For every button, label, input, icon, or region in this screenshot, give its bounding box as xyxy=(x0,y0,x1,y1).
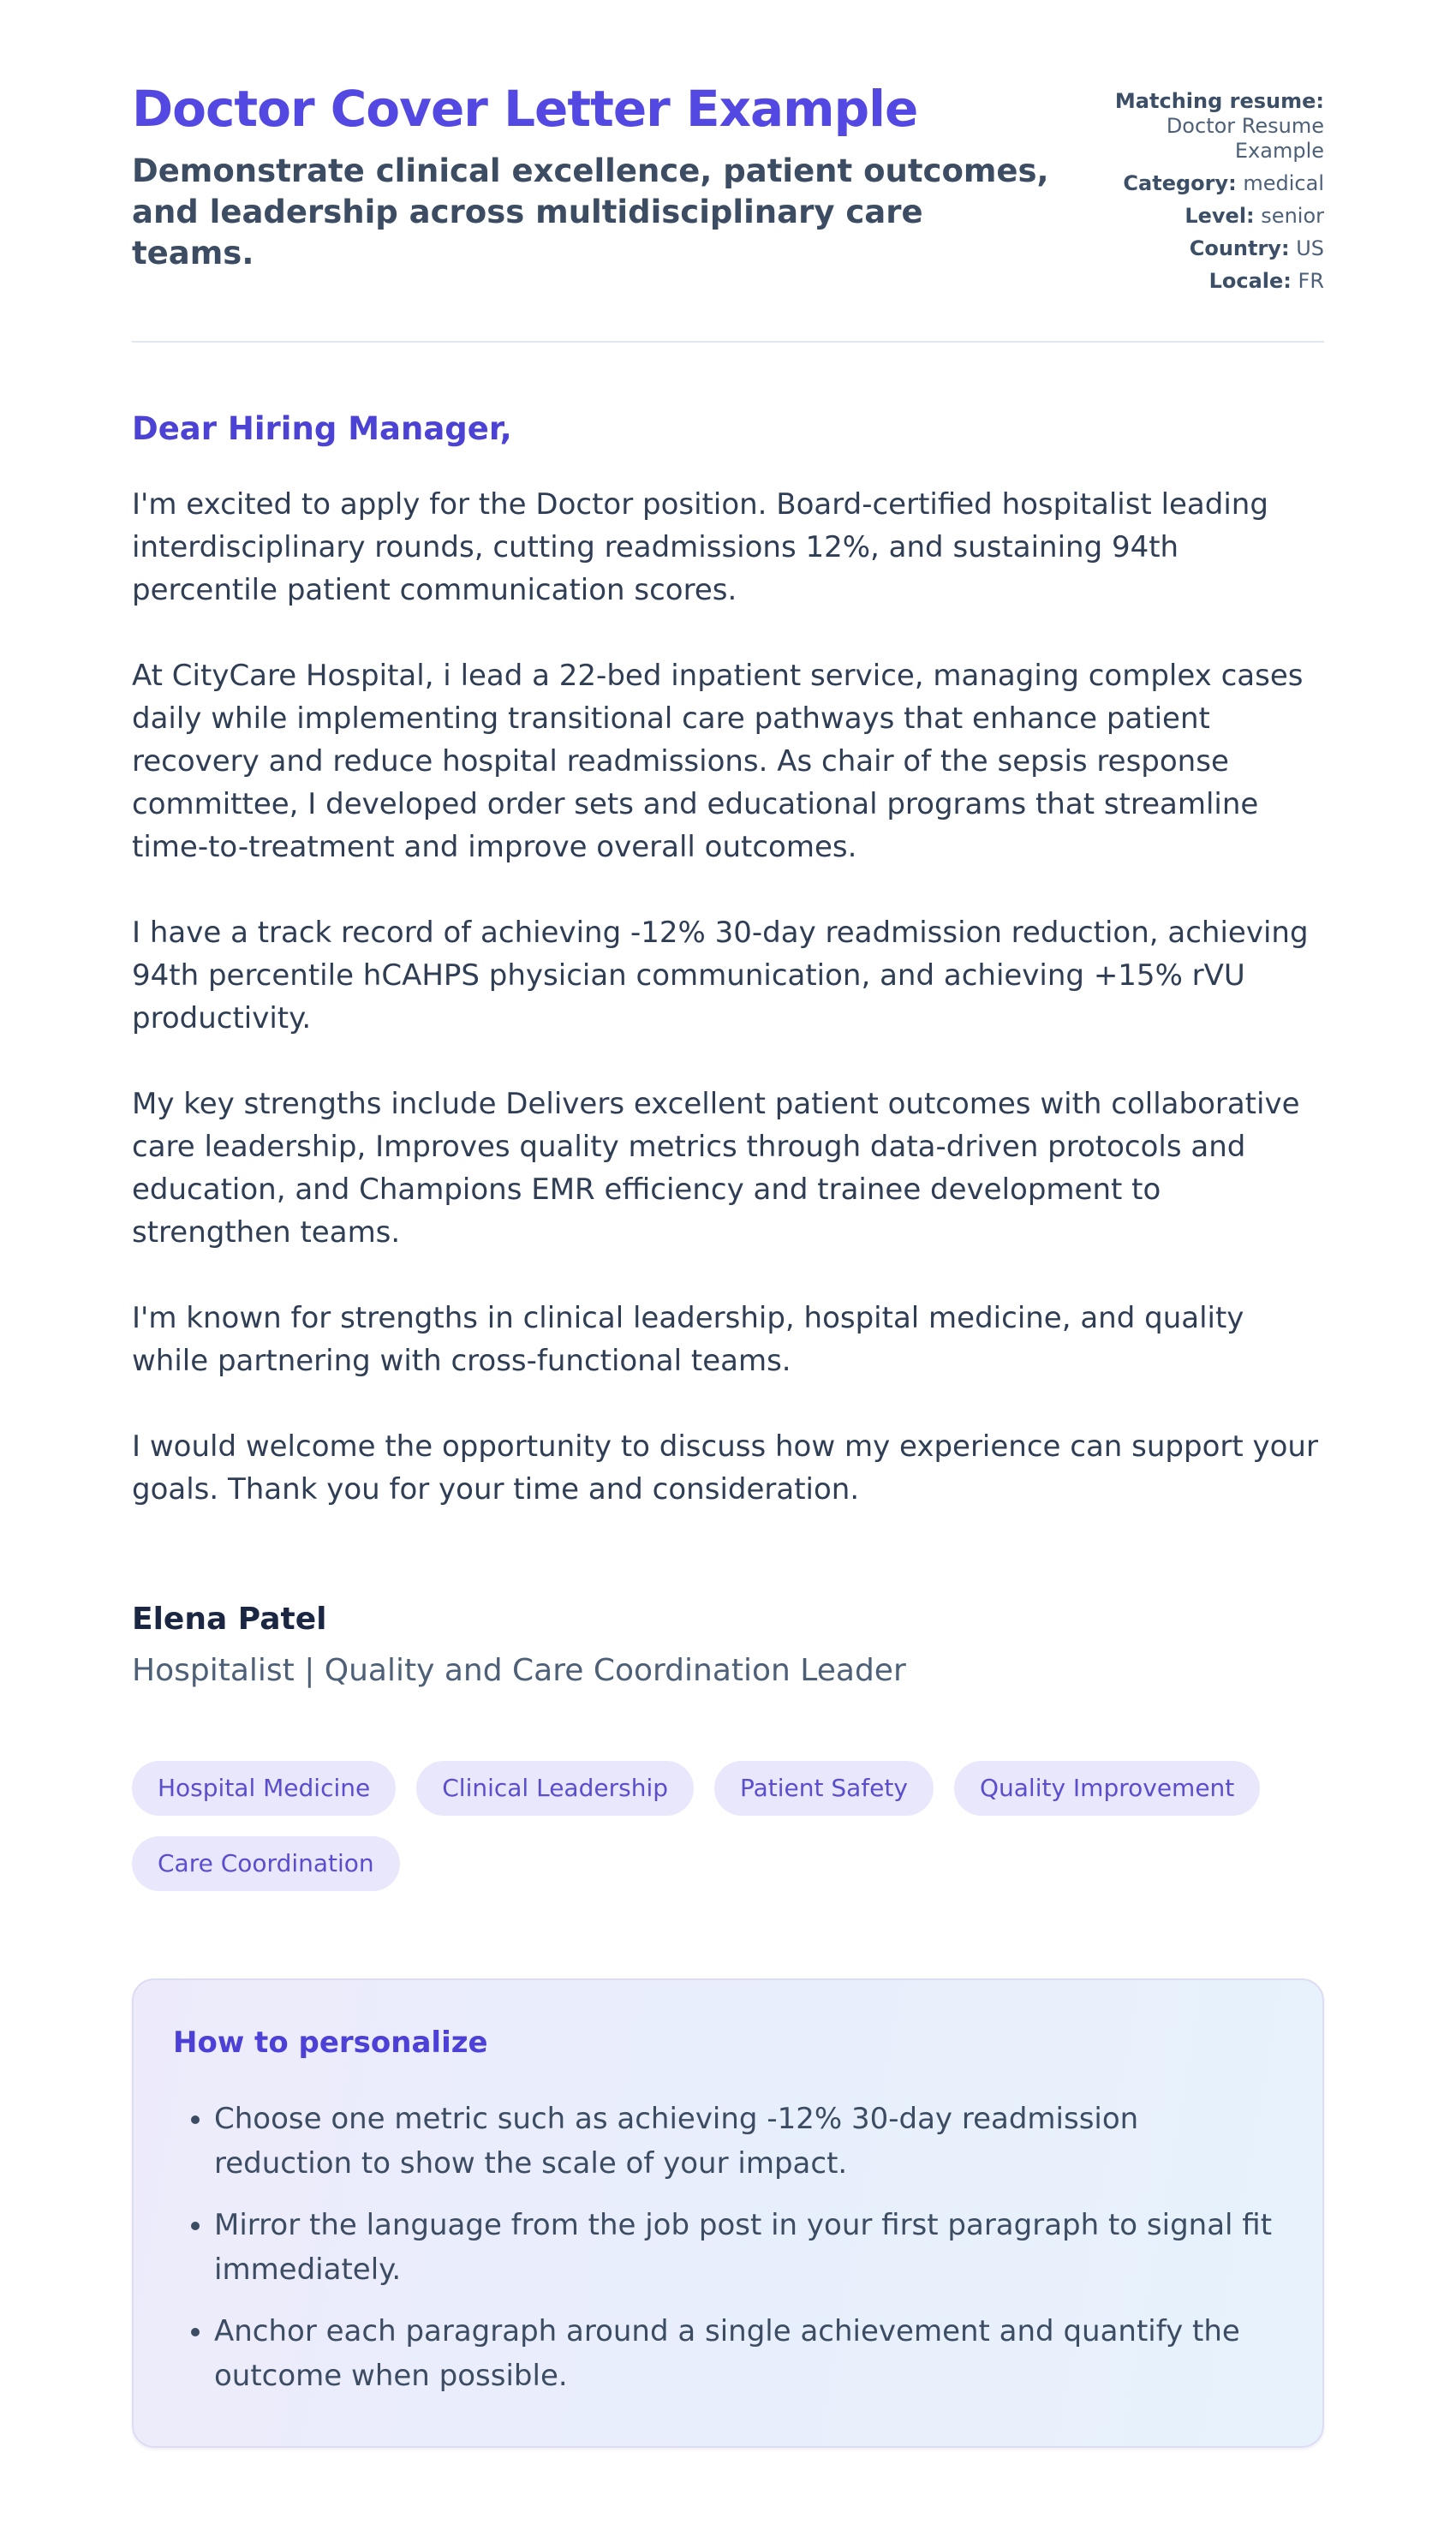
meta-label: Matching resume: xyxy=(1114,89,1324,113)
meta-label: Category: xyxy=(1123,171,1237,195)
page-subtitle: Demonstrate clinical excellence, patient outcomes, and leadership across multidisciplinary care teams. xyxy=(132,152,1049,271)
how-to-personalize-callout xyxy=(132,1978,1324,2448)
letter-paragraph: My key strengths include Delivers excellent patient outcomes with collaborative care leadership, Improves quality metrics through data-driven protocols and education, and Champions EMR efficiency and trainee development to strengthen teams. xyxy=(132,1087,1300,1250)
skill-tags xyxy=(132,1761,1324,1891)
meta-label: Country: xyxy=(1189,236,1290,260)
skill-tag: Hospital Medicine xyxy=(132,1761,396,1816)
meta-row-locale xyxy=(1108,269,1324,294)
meta-label: Level: xyxy=(1184,204,1255,228)
signature-block xyxy=(132,1600,1324,1691)
page-title: Doctor Cover Letter Example xyxy=(132,80,918,138)
letter-paragraph: I have a track record of achieving -12% 30-day readmission reduction, achieving 94th percentile hCAHPS physician communication, and achieving +15% rVU productivity. xyxy=(132,916,1309,1035)
meta-row-country xyxy=(1108,236,1324,261)
meta-row-category xyxy=(1108,171,1324,196)
meta-value: senior xyxy=(1261,204,1324,228)
callout-bullet: • Anchor each paragraph around a single achievement and quantify the outcome when possible. xyxy=(214,2309,1283,2398)
meta-row-matching-resume xyxy=(1108,89,1324,164)
letter-paragraph: At CityCare Hospital, i lead a 22-bed inpatient service, managing complex cases daily while implementing transitional care pathways that enhance patient recovery and reduce hospital readmissions. As chair of the sepsis response committee, I developed order sets and educational programs that streamline time-to-treatment and improve overall outcomes. xyxy=(132,659,1304,864)
header-divider xyxy=(132,341,1324,343)
meta-value: FR xyxy=(1298,269,1324,293)
skill-tag: Quality Improvement xyxy=(954,1761,1260,1816)
meta-label: Locale: xyxy=(1208,269,1292,293)
skill-tag: Patient Safety xyxy=(714,1761,934,1816)
letter-paragraph: I'm known for strengths in clinical leadership, hospital medicine, and quality while partnering with cross-functional teams. xyxy=(132,1301,1244,1378)
skill-tag: Care Coordination xyxy=(132,1836,400,1891)
signature-name: Elena Patel xyxy=(132,1602,327,1637)
signature-role: Hospitalist | Quality and Care Coordination Leader xyxy=(132,1653,906,1688)
callout-bullet: • Choose one metric such as achieving -12% 30-day readmission reduction to show the scale of your impact. xyxy=(214,2097,1283,2186)
cover-letter-page xyxy=(132,0,1324,2530)
meta-value: US xyxy=(1296,236,1324,260)
callout-bullet-list xyxy=(173,2097,1283,2398)
meta-value: Doctor Resume Example xyxy=(1166,114,1324,163)
skill-tag: Clinical Leadership xyxy=(416,1761,694,1816)
letter-paragraph: I'm excited to apply for the Doctor position. Board-certified hospitalist leading interdisciplinary rounds, cutting readmissions 12%, and sustaining 94th percentile patient communication scores. xyxy=(132,487,1268,607)
callout-heading: How to personalize xyxy=(173,2026,488,2060)
title-block xyxy=(132,82,1053,274)
meta-panel xyxy=(1108,82,1324,301)
meta-row-level xyxy=(1108,204,1324,229)
header xyxy=(132,82,1324,301)
callout-bullet: • Mirror the language from the job post in your first paragraph to signal fit immediately. xyxy=(214,2203,1283,2292)
letter-greeting: Dear Hiring Manager, xyxy=(132,410,512,447)
letter-paragraph: I would welcome the opportunity to discuss how my experience can support your goals. Thank you for your time and consideration. xyxy=(132,1429,1318,1507)
meta-value: medical xyxy=(1243,171,1324,195)
